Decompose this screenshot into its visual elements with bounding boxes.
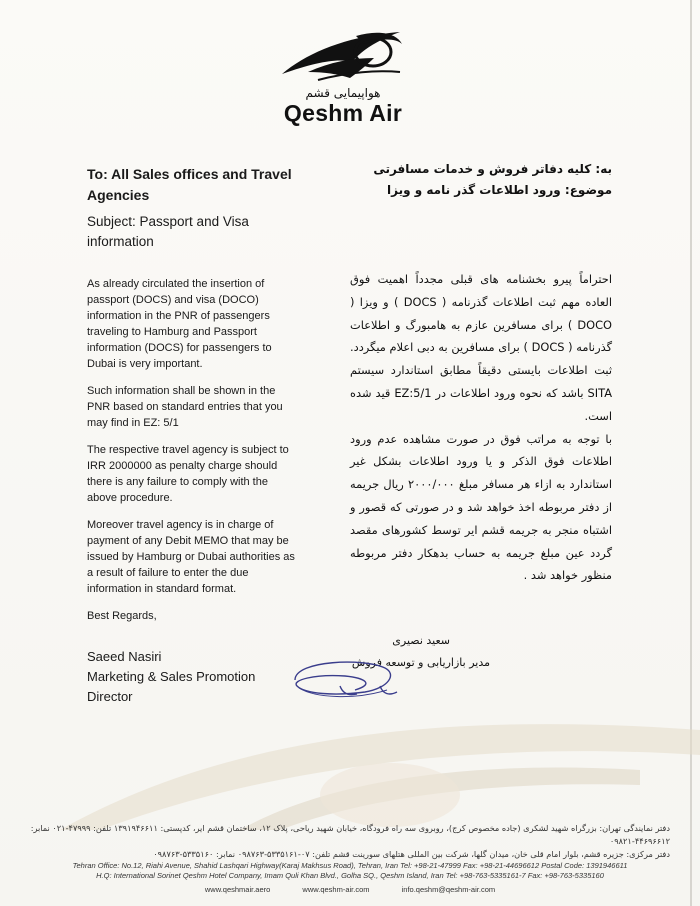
english-paragraph-4: Moreover travel agency is in charge of payment of any Debit MEMO that may be issued by Hamburg or Dubai authorities as a result of failure to enter the due information in standard format. <box>87 519 295 595</box>
email-link[interactable]: info.qeshm@qeshm-air.com <box>401 885 496 894</box>
footer-websites <box>30 885 670 894</box>
persian-sender-title: مدیر بازاریابی و توسعه فروش <box>351 656 490 669</box>
english-paragraph-1: As already circulated the insertion of passport (DOCS) and visa (DOCO) information in the PNR of passengers traveling to Hamburg and Passport information (DOCS) for passengers to Dubai is very important. <box>87 278 272 370</box>
english-body <box>87 276 300 635</box>
background-swoosh-graphic <box>0 700 700 830</box>
company-logo <box>268 22 418 128</box>
letterhead-footer <box>30 822 670 894</box>
persian-body <box>350 268 612 587</box>
english-paragraph-3: The respective travel agency is subject to IRR 2000000 as penalty charge should there is any failure to comply with the above procedure. <box>87 444 289 504</box>
persian-paragraph-2: با توجه به مراتب فوق در صورت مشاهده عدم ورود اطلاعات فوق الذکر و یا ورود اطلاعات بشکل غیر استاندارد به ازاء هر مسافر مبلغ ۲۰۰۰/۰۰۰ ریال جریمه از دفتر مربوطه اخذ خواهد شد و در صورتی که قصور و اشتباه منجر به جریمه قشم ایر توسط کشورهای مقصد گردد عین مبلغ جریمه به حساب بدهکار دفتر مربوطه منظور خواهد شد . <box>350 431 612 583</box>
persian-sender-name: سعید نصیری <box>392 634 450 647</box>
logo-english-name: Qeshm Air <box>283 100 403 126</box>
qeshm-air-emblem-icon <box>278 22 408 84</box>
persian-subject-heading: موضوع: ورود اطلاعات گذر نامه و ویزا <box>387 183 612 197</box>
english-paragraph-2: Such information shall be shown in the PNR based on standard entries that you may find in EZ: 5/1 <box>87 385 283 429</box>
footer-english-address-1: Tehran Office: No.12, Riahi Avenue, Shahid Lashqari Highway(Karaj Makhsus Road), Tehran, Iran Tel: +98-21-47999 Fax: +98-21-44696612 Postal Code: 1391946611 <box>72 861 628 870</box>
persian-paragraph-1: احتراماً پیرو بخشنامه های قبلی مجدداً اهمیت فوق العاده مهم ثبت اطلاعات گذرنامه ( DOCS ) و ویزا ( DOCO ) برای مسافرین عازم به هامبورگ و اطلاعات گذرنامه ( DOCS ) برای مسافرین به دبی اعلام میگردد. ثبت اطلاعات بایستی دقیقاً مطابق استاندارد سیستم SITA باشد که نحوه ورود اطلاعات در EZ:5/1 قید شده است. <box>350 272 613 423</box>
subject-heading: Subject: Passport and Visa information <box>87 214 249 249</box>
footer-persian-address-2: دفتر مرکزی: جزیره قشم، بلوار امام قلی خان، میدان گلها، شرکت بین المللی هتلهای سورینت قشم تلفن: ۰۷-۵۳۳۵۱۶۱-۰۹۸۷۶۳ نمابر: ۵۳۳۵۱۶۰-۰۹۸۷۶۳ <box>153 849 670 859</box>
sender-name: Saeed Nasiri <box>87 649 162 664</box>
closing-line: Best Regards, <box>87 610 157 622</box>
footer-persian-address-1: دفتر نمایندگی تهران: بزرگراه شهید لشکری (جاده مخصوص کرج)، روبروی سه راه فرودگاه، خیابان شهید ریاحی، پلاک ۱۲، ساختمان قشم ایر، کدپستی: ۱۳۹۱۹۴۶۶۱۱ تلفن: ۴۷۹۹۹-۰۲۱ نمابر: ۴۴۶۹۶۶۱۲-۰۹۸۲۱ <box>30 823 670 846</box>
handwritten-signature <box>285 650 405 710</box>
footer-english-address-2: H.Q: International Sorinet Qeshm Hotel Company, Imam Quli Khan Blvd., Golha SQ., Qeshm Island, Iran Tel: +98-763-5335161-7 Fax: +98-763-5335160 <box>96 871 604 880</box>
recipient-heading: To: All Sales offices and Travel Agencies <box>87 166 292 203</box>
sender-title: Marketing & Sales Promotion Director <box>87 669 256 704</box>
website-link-com[interactable]: www.qeshm-air.com <box>302 885 370 894</box>
website-link-aero[interactable]: www.qeshmair.aero <box>204 885 271 894</box>
persian-recipient-heading: به: کلیه دفاتر فروش و خدمات مسافرتی <box>373 162 612 176</box>
english-signature-block <box>87 647 287 707</box>
logo-persian-name: هواپیمایی قشم <box>305 86 381 100</box>
